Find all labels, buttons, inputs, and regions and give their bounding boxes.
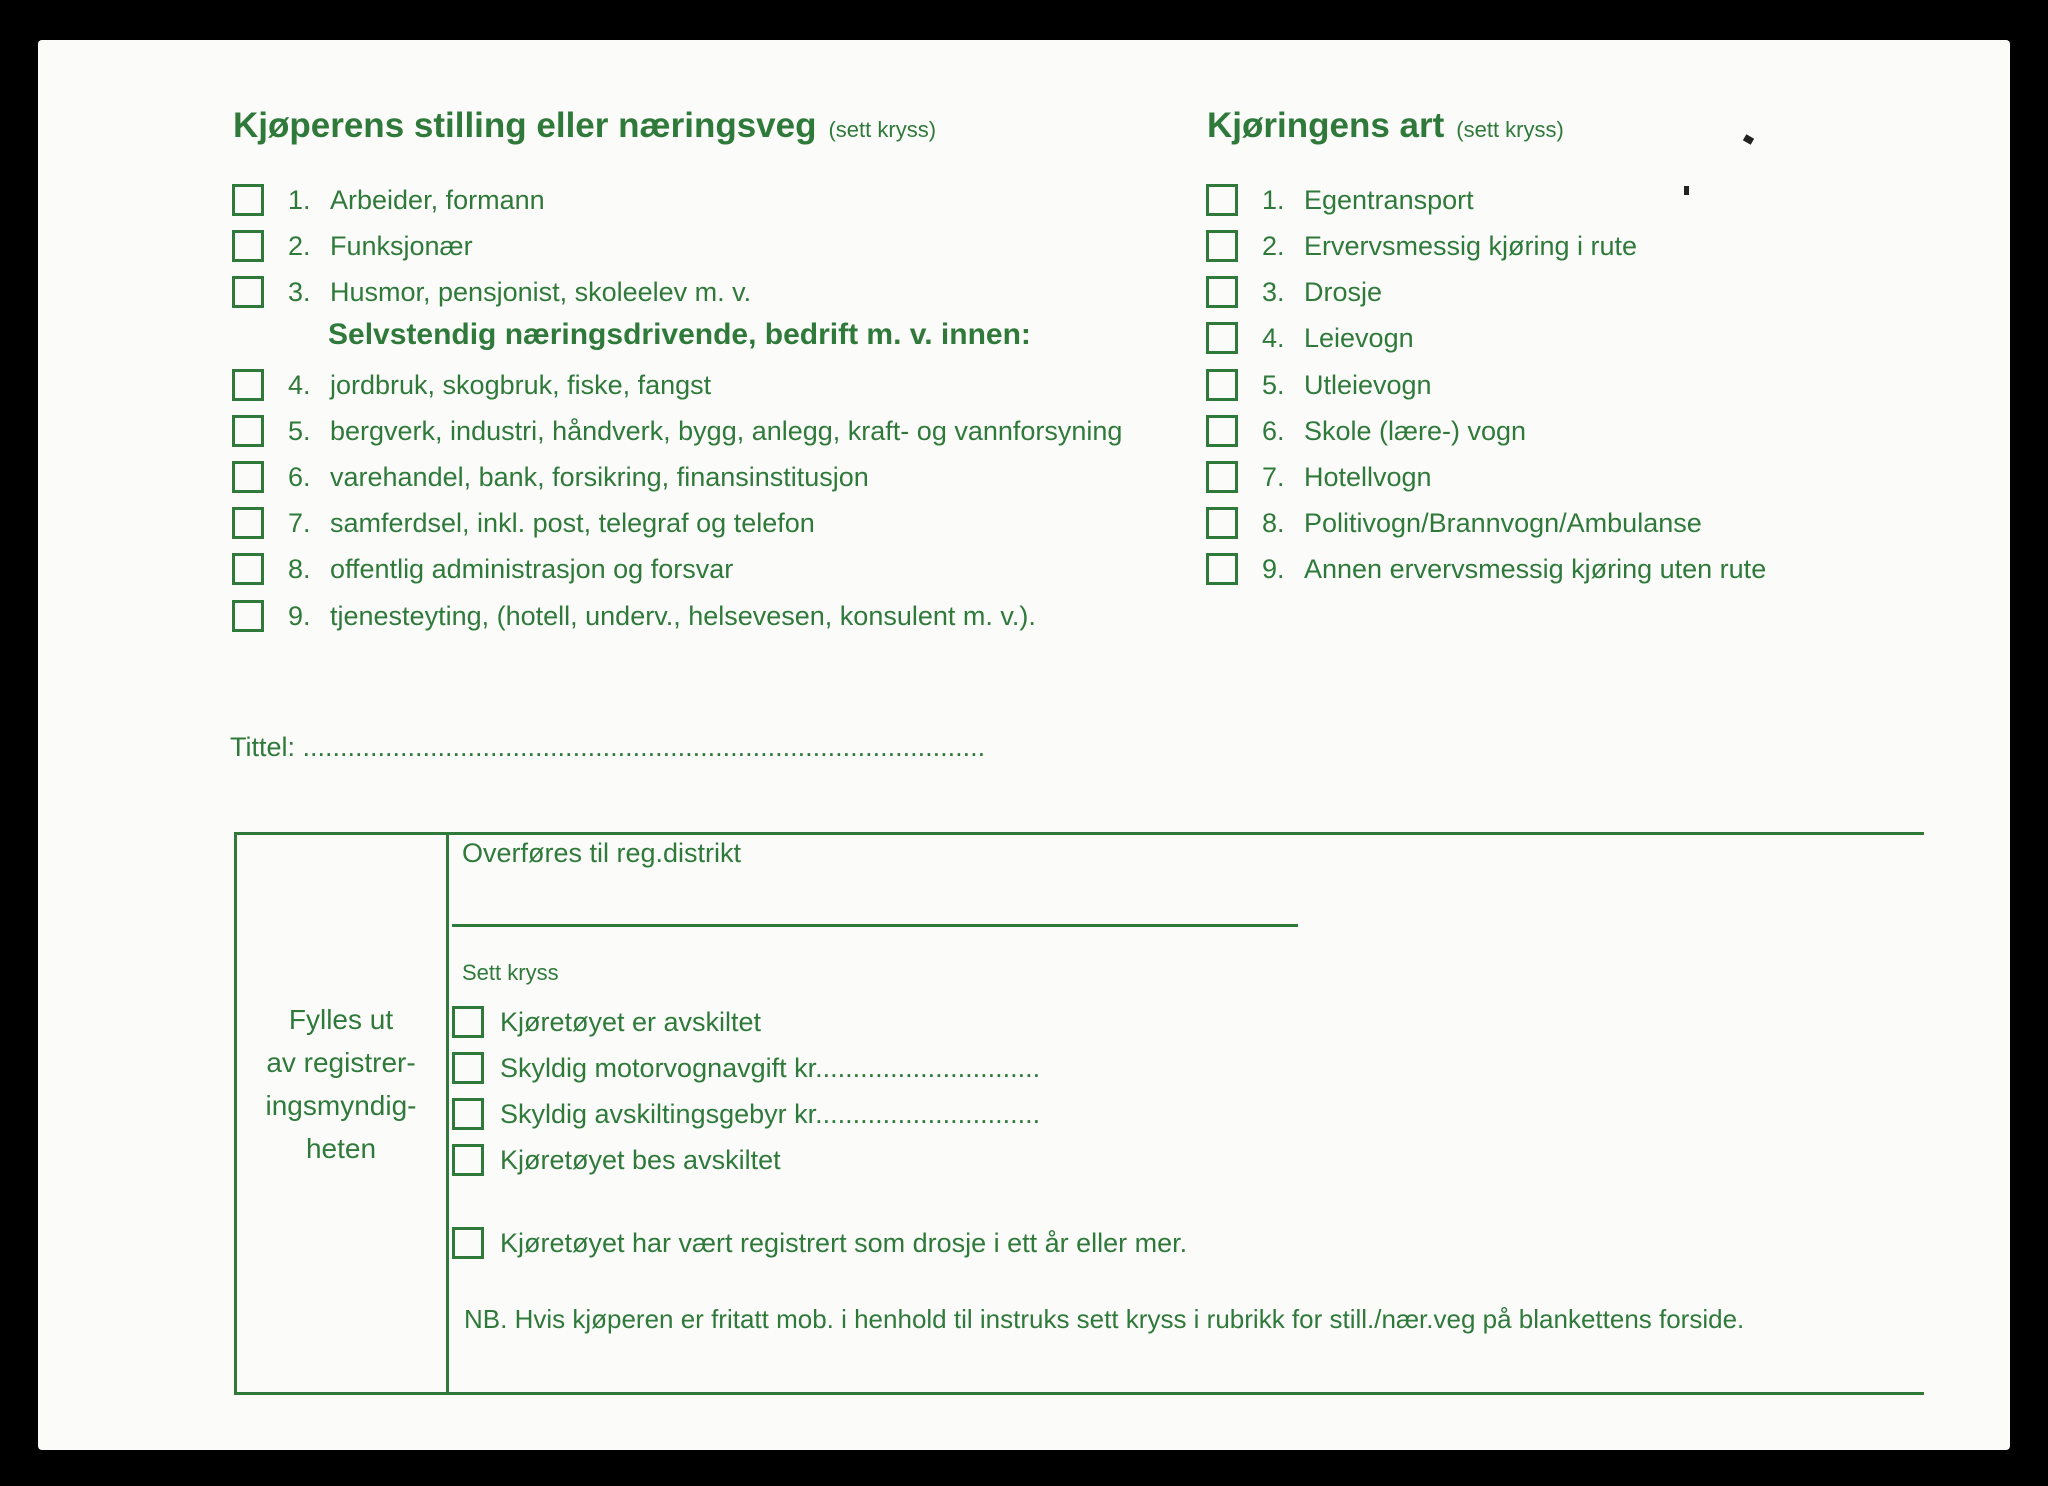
option-number: 2.	[288, 230, 311, 261]
checkbox[interactable]	[452, 1006, 484, 1038]
driving-option-1[interactable]	[1206, 180, 1474, 220]
box-bottom-rule	[234, 1392, 1924, 1395]
option-label: Leievogn	[1304, 322, 1414, 353]
driving-option-8[interactable]	[1206, 503, 1702, 543]
option-number: 9.	[288, 600, 311, 631]
checkbox[interactable]	[452, 1144, 484, 1176]
occupation-option-6[interactable]	[232, 457, 869, 497]
option-label: Utleievogn	[1304, 369, 1432, 400]
occupation-option-8[interactable]	[232, 549, 733, 589]
registration-check-3[interactable]	[452, 1094, 1040, 1134]
heading-text: Kjøperens stilling eller næringsveg	[233, 106, 817, 145]
checkbox[interactable]	[1206, 507, 1238, 539]
registration-check-1[interactable]	[452, 1002, 761, 1042]
driving-option-9[interactable]	[1206, 549, 1766, 589]
ink-speck	[1684, 186, 1689, 195]
form-card	[38, 40, 2010, 1450]
checkbox[interactable]	[232, 507, 264, 539]
option-label: Ervervsmessig kjøring i rute	[1304, 230, 1638, 261]
option-label: Politivogn/Brannvogn/Ambulanse	[1304, 507, 1702, 538]
self-employed-subheading: Selvstendig næringsdrivende, bedrift m. v. innen:	[328, 318, 1031, 351]
mark-instruction: Sett kryss	[462, 960, 559, 985]
option-number: 3.	[288, 276, 311, 307]
occupation-option-9[interactable]	[232, 596, 1036, 636]
driving-type-heading	[1207, 106, 1564, 146]
nb-note: NB. Hvis kjøperen er fritatt mob. i henhold til instruks sett kryss i rubrikk for still./nær.veg på blankettens forside.	[464, 1304, 1745, 1334]
occupation-option-1[interactable]	[232, 180, 545, 220]
option-label: tjenesteyting, (hotell, underv., helsevesen, konsulent m. v.).	[330, 600, 1036, 631]
label-line: av registrer-	[266, 1047, 416, 1078]
option-number: 6.	[288, 461, 311, 492]
ink-speck	[1743, 134, 1754, 145]
driving-option-6[interactable]	[1206, 411, 1526, 451]
label-line: ingsmyndig-	[265, 1090, 417, 1121]
registration-check-4[interactable]	[452, 1140, 781, 1180]
option-number: 4.	[288, 369, 311, 400]
transfer-district-label: Overføres til reg.distrikt	[462, 838, 742, 868]
driving-option-3[interactable]	[1206, 272, 1382, 312]
option-number: 2.	[1262, 230, 1285, 261]
option-number: 9.	[1262, 553, 1285, 584]
option-label: jordbruk, skogbruk, fiske, fangst	[330, 369, 712, 400]
box-divider-rule	[446, 832, 449, 1395]
checkbox[interactable]	[1206, 322, 1238, 354]
heading-text: Kjøringens art	[1207, 106, 1445, 145]
option-number: 6.	[1262, 415, 1285, 446]
driving-option-2[interactable]	[1206, 226, 1637, 266]
driving-option-4[interactable]	[1206, 318, 1414, 358]
checkbox[interactable]	[1206, 415, 1238, 447]
checkbox[interactable]	[232, 276, 264, 308]
occupation-option-5[interactable]	[232, 411, 1122, 451]
option-label: Husmor, pensjonist, skoleelev m. v.	[330, 276, 752, 307]
driving-option-7[interactable]	[1206, 457, 1432, 497]
transfer-district-line[interactable]	[452, 924, 1298, 927]
checkbox[interactable]	[232, 600, 264, 632]
checkbox[interactable]	[1206, 276, 1238, 308]
option-number: 7.	[1262, 461, 1285, 492]
option-number: 7.	[288, 507, 311, 538]
driving-option-5[interactable]	[1206, 365, 1432, 405]
checkbox[interactable]	[1206, 230, 1238, 262]
option-label: Egentransport	[1304, 184, 1474, 215]
checkbox[interactable]	[452, 1227, 484, 1259]
option-label: varehandel, bank, forsikring, finansinstitusjon	[330, 461, 869, 492]
option-number: 1.	[1262, 184, 1285, 215]
checkbox[interactable]	[1206, 184, 1238, 216]
checkbox[interactable]	[452, 1098, 484, 1130]
check-label: Kjøretøyet bes avskiltet	[500, 1144, 781, 1175]
title-field[interactable]: Tittel: ...........................................................................................	[230, 732, 986, 762]
label-line: heten	[305, 1133, 377, 1164]
box-top-rule	[234, 832, 1924, 835]
check-label: Kjøretøyet har vært registrert som drosje i ett år eller mer.	[500, 1227, 1188, 1258]
taxi-registration-check[interactable]	[452, 1223, 1187, 1263]
checkbox[interactable]	[232, 415, 264, 447]
checkbox[interactable]	[232, 461, 264, 493]
occupation-option-2[interactable]	[232, 226, 473, 266]
checkbox[interactable]	[1206, 369, 1238, 401]
checkbox[interactable]	[1206, 461, 1238, 493]
checkbox[interactable]	[232, 230, 264, 262]
option-label: Arbeider, formann	[330, 184, 545, 215]
checkbox[interactable]	[232, 184, 264, 216]
option-number: 8.	[1262, 507, 1285, 538]
occupation-option-3[interactable]	[232, 272, 751, 312]
registration-check-2[interactable]	[452, 1048, 1040, 1088]
option-label: Drosje	[1304, 276, 1383, 307]
option-number: 3.	[1262, 276, 1285, 307]
option-number: 8.	[288, 553, 311, 584]
option-number: 4.	[1262, 322, 1285, 353]
option-label: Funksjonær	[330, 230, 473, 261]
check-label: Skyldig avskiltingsgebyr kr..............................	[500, 1098, 1041, 1129]
checkbox[interactable]	[1206, 553, 1238, 585]
option-label: Skole (lære-) vogn	[1304, 415, 1527, 446]
option-number: 1.	[288, 184, 311, 215]
occupation-option-4[interactable]	[232, 365, 711, 405]
checkbox[interactable]	[232, 553, 264, 585]
checkbox[interactable]	[452, 1052, 484, 1084]
heading-hint: (sett kryss)	[1456, 117, 1564, 142]
option-number: 5.	[288, 415, 311, 446]
buyer-occupation-heading	[233, 106, 936, 146]
option-label: samferdsel, inkl. post, telegraf og telefon	[330, 507, 815, 538]
heading-hint: (sett kryss)	[828, 117, 937, 142]
checkbox[interactable]	[232, 369, 264, 401]
option-number: 5.	[1262, 369, 1285, 400]
option-label: bergverk, industri, håndverk, bygg, anlegg, kraft- og vannforsyning	[330, 415, 1123, 446]
option-label: Hotellvogn	[1304, 461, 1432, 492]
box-left-rule	[234, 832, 237, 1395]
check-label: Kjøretøyet er avskiltet	[500, 1006, 762, 1037]
option-label: offentlig administrasjon og forsvar	[330, 553, 734, 584]
option-label: Annen ervervsmessig kjøring uten rute	[1304, 553, 1767, 584]
check-label: Skyldig motorvognavgift kr..............................	[500, 1052, 1041, 1083]
label-line: Fylles ut	[288, 1004, 394, 1035]
occupation-option-7[interactable]	[232, 503, 815, 543]
registration-authority-label	[238, 998, 444, 1170]
